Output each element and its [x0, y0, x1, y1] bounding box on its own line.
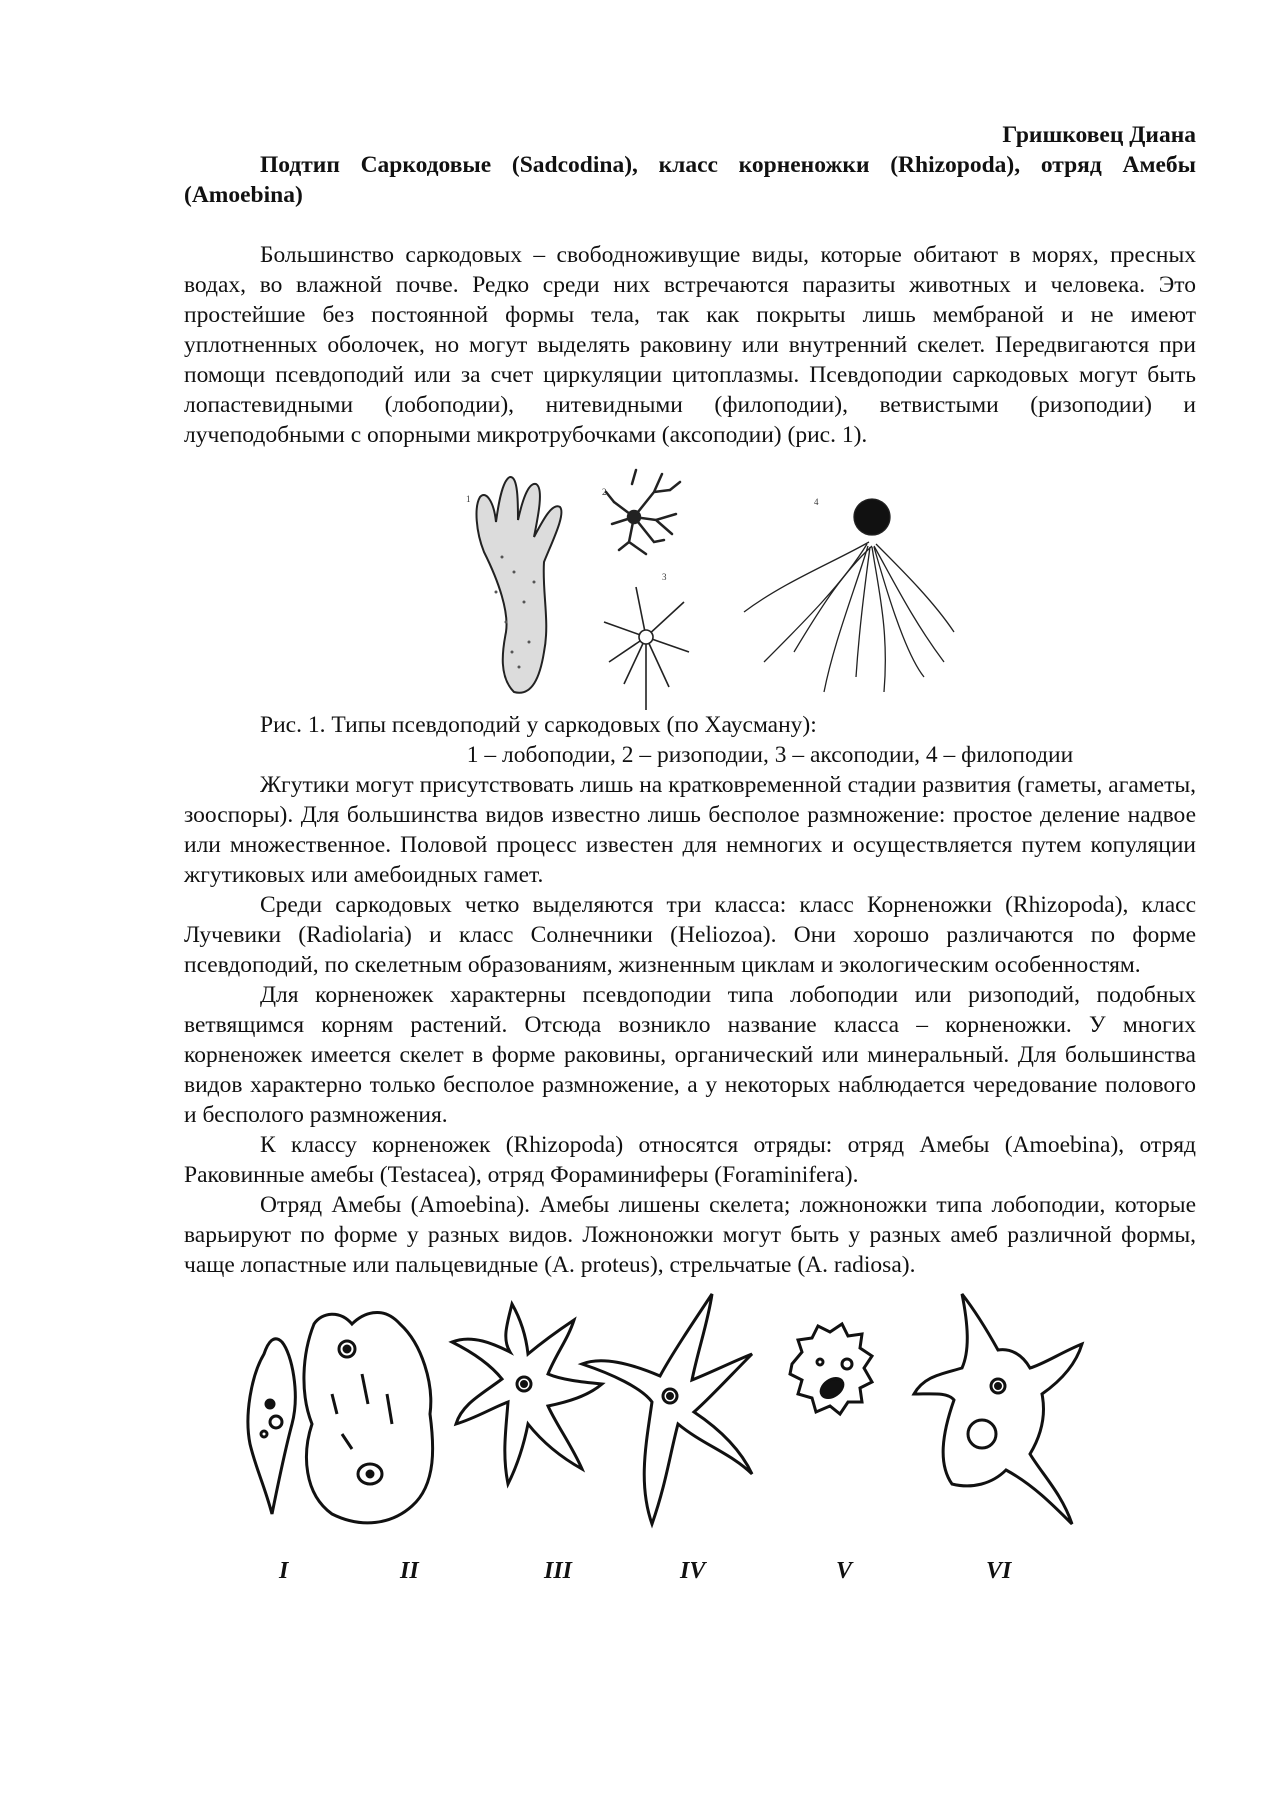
amoeba-form-2: [304, 1312, 433, 1522]
paragraph: Среди саркодовых четко выделяются три класса: класс Корненожки (Rhizopoda), класс Лучевики (Radiolaria) и класс Солнечники (Heliozoa). Они хорошо различаются по форме псевдоподий, по скелетным образованиям, жизненным циклам и экологическим особенностям.: [184, 892, 1196, 978]
figure1-label: 2: [602, 487, 607, 497]
amoeba-forms-illustration: [172, 1284, 1212, 1584]
figure1-label: 4: [814, 497, 819, 507]
rhizopodia-drawing: [606, 470, 680, 554]
filopodia-drawing: [744, 499, 954, 692]
figure-amoeba-forms: [184, 1284, 1196, 1584]
amoeba-form-3: [452, 1304, 602, 1484]
amoeba-form-5: [790, 1324, 872, 1414]
paragraph: Отряд Амебы (Amoebina). Амебы лишены скелета; ложноножки типа лобоподии, которые варьируют по форме у разных видов. Ложноножки могут быть у разных амеб различной формы, чаще лопастные или пальцевидные (A. proteus), стрельчатые (A. radiosa).: [184, 1192, 1196, 1278]
lobopodia-drawing: [477, 477, 562, 693]
amoeba-form-6: [914, 1294, 1082, 1524]
figure2-label: III: [544, 1558, 573, 1584]
paragraph-intro: Большинство саркодовых – свободноживущие виды, которые обитают в морях, пресных водах, во влажной почве. Редко среди них встречаются паразиты животных и человека. Это простейшие без постоянной формы тела, так как покрыты лишь мембраной и не имеют уплотненных оболочек, но могут выделять раковину или внутренний скелет. Передвигаются при помощи псевдоподий или за счет циркуляции цитоплазмы. Псевдоподии саркодовых могут быть лопастевидными (лобоподии), нитевидными (филоподии), ветвистыми (ризоподии) и лучеподобными с опорными микротрубочками (аксоподии) (рис. 1).: [184, 242, 1196, 448]
figure1-label: 1: [466, 494, 471, 504]
paragraph: К классу корненожек (Rhizopoda) относятся отряды: отряд Амебы (Amoebina), отряд Раковинные амебы (Testacea), отряд Фораминиферы (Foraminifera).: [184, 1132, 1196, 1188]
paragraph: Для корненожек характерны псевдоподии типа лобоподии или ризоподий, подобных ветвящимся корням растений. Отсюда возникло название класса – корненожки. У многих корненожек имеется скелет в форме раковины, органический или минеральный. Для большинства видов характерно только бесполое размножение, а у некоторых наблюдается чередование полового и бесполого размножения.: [184, 982, 1196, 1128]
spacer: [184, 210, 1196, 240]
figure2-label: IV: [680, 1558, 706, 1584]
author-name: Гришковец Диана: [1002, 122, 1196, 148]
amoeba-form-4: [582, 1294, 752, 1524]
figure-pseudopodia-types: [184, 462, 1196, 710]
figure1-label: 3: [662, 572, 667, 582]
figure2-label: II: [400, 1558, 419, 1584]
figure1-caption-title: Рис. 1. Типы псевдоподий у саркодовых (по Хаусману):: [260, 712, 817, 738]
figure2-label: V: [836, 1558, 853, 1584]
axopodia-drawing: [604, 587, 689, 710]
figure1-caption-legend: 1 – лобоподии, 2 – ризоподии, 3 – аксоподии, 4 – филоподии: [466, 742, 1074, 768]
document-page: [184, 120, 1196, 1584]
figure2-label: I: [279, 1558, 289, 1584]
figure2-label: VI: [986, 1558, 1012, 1584]
pseudopodia-illustration: [184, 462, 1196, 710]
paragraph: Жгутики могут присутствовать лишь на кратковременной стадии развития (гаметы, агаметы, зооспоры). Для большинства видов известно лишь бесполое размножение: простое деление надвое или множественное. Половой процесс известен для немногих и осуществляется путем копуляции жгутиковых или амебоидных гамет.: [184, 772, 1196, 888]
document-title: Подтип Саркодовые (Sadcodina), класс корненожки (Rhizopoda), отряд Амебы (Amoebina): [184, 152, 1196, 208]
